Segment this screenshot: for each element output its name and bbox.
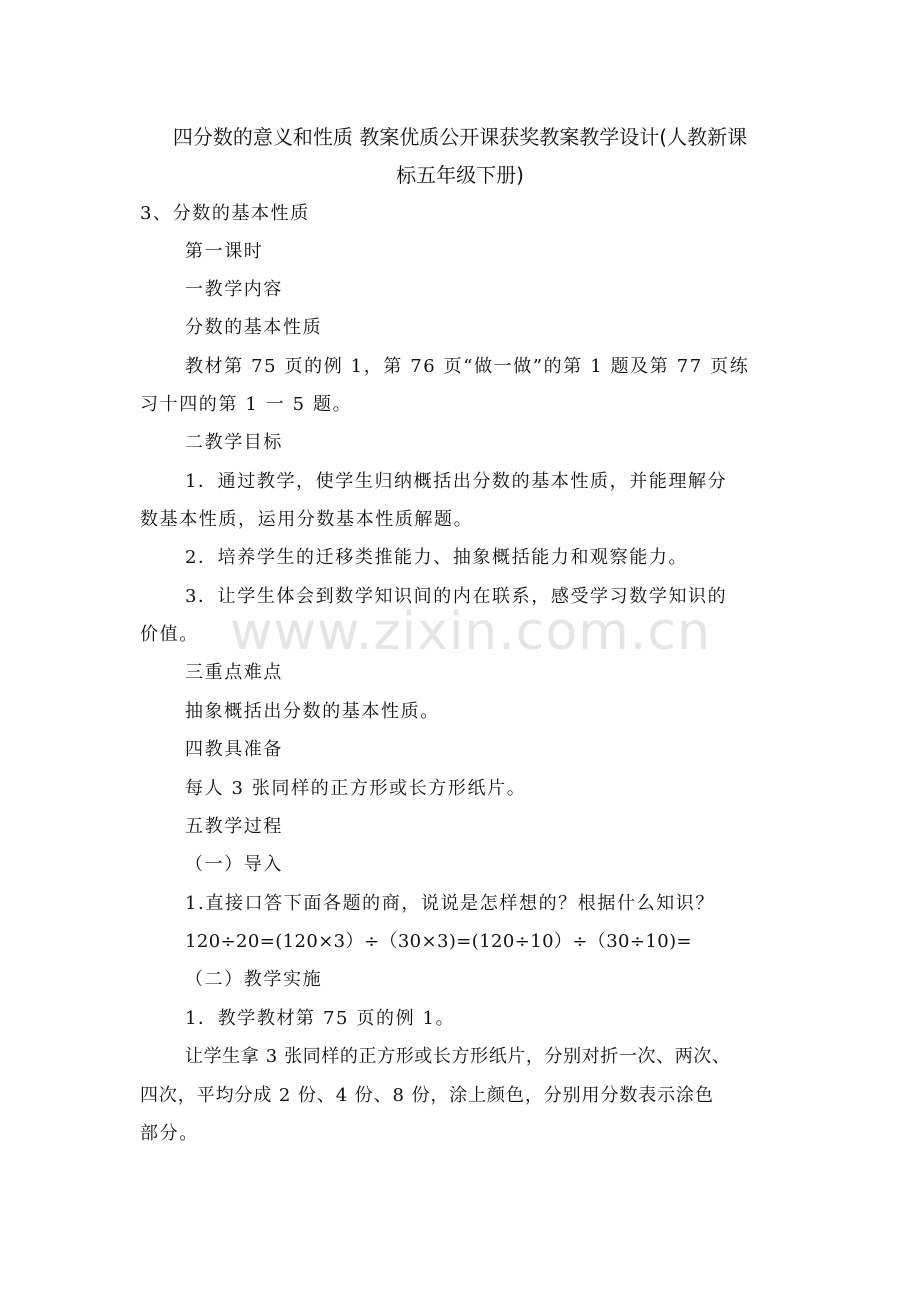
heading-process: 五教学过程	[185, 816, 283, 837]
heading-materials: 四教具准备	[185, 739, 283, 760]
heading-content: 一教学内容	[185, 279, 283, 300]
subheading-intro: （一）导入	[185, 854, 283, 875]
content-detail-line-2: 习十四的第 1 一 5 题。	[140, 394, 353, 415]
section-heading: 3、分数的基本性质	[140, 203, 310, 224]
implementation-step-1: 1．教学教材第 75 页的例 1。	[185, 1008, 456, 1029]
intro-equation: 120÷20=(120×3）÷（30×3)=(120÷10）÷（30÷10)=	[185, 931, 693, 952]
watermark: www.zixin.com.cn	[230, 602, 711, 662]
intro-question: 1.直接口答下面各题的商，说说是怎样想的？根据什么知识？	[185, 893, 715, 914]
objective-2: 2．培养学生的迁移类推能力、抽象概括能力和观察能力。	[185, 547, 689, 568]
content-detail-line-1: 教材第 75 页的例 1，第 76 页“做一做”的第 1 题及第 77 页练	[185, 356, 750, 377]
document-title	[120, 118, 800, 194]
title-line-1: 四分数的意义和性质 教案优质公开课获奖教案教学设计(人教新课	[172, 125, 748, 149]
content-topic: 分数的基本性质	[185, 317, 323, 338]
activity-line-1: 让学生拿 3 张同样的正方形或长方形纸片，分别对折一次、两次、	[185, 1046, 731, 1067]
key-point: 抽象概括出分数的基本性质。	[185, 701, 440, 722]
subheading-implementation: （二）教学实施	[185, 969, 323, 990]
heading-objectives: 二教学目标	[185, 432, 283, 453]
heading-key-points: 三重点难点	[185, 662, 283, 683]
objective-3-line-1: 3．让学生体会到数学知识间的内在联系，感受学习数学知识的	[185, 586, 728, 607]
activity-line-3: 部分。	[140, 1123, 199, 1144]
objective-3-line-2: 价值。	[140, 624, 199, 645]
lesson-period: 第一课时	[185, 241, 264, 262]
materials: 每人 3 张同样的正方形或长方形纸片。	[185, 778, 527, 799]
title-line-2: 标五年级下册)	[396, 163, 524, 187]
activity-line-2: 四次，平均分成 2 份、4 份、8 份，涂上颜色，分别用分数表示涂色	[140, 1085, 714, 1106]
objective-1-line-2: 数基本性质，运用分数基本性质解题。	[140, 509, 474, 530]
objective-1-line-1: 1．通过教学，使学生归纳概括出分数的基本性质，并能理解分	[185, 471, 728, 492]
